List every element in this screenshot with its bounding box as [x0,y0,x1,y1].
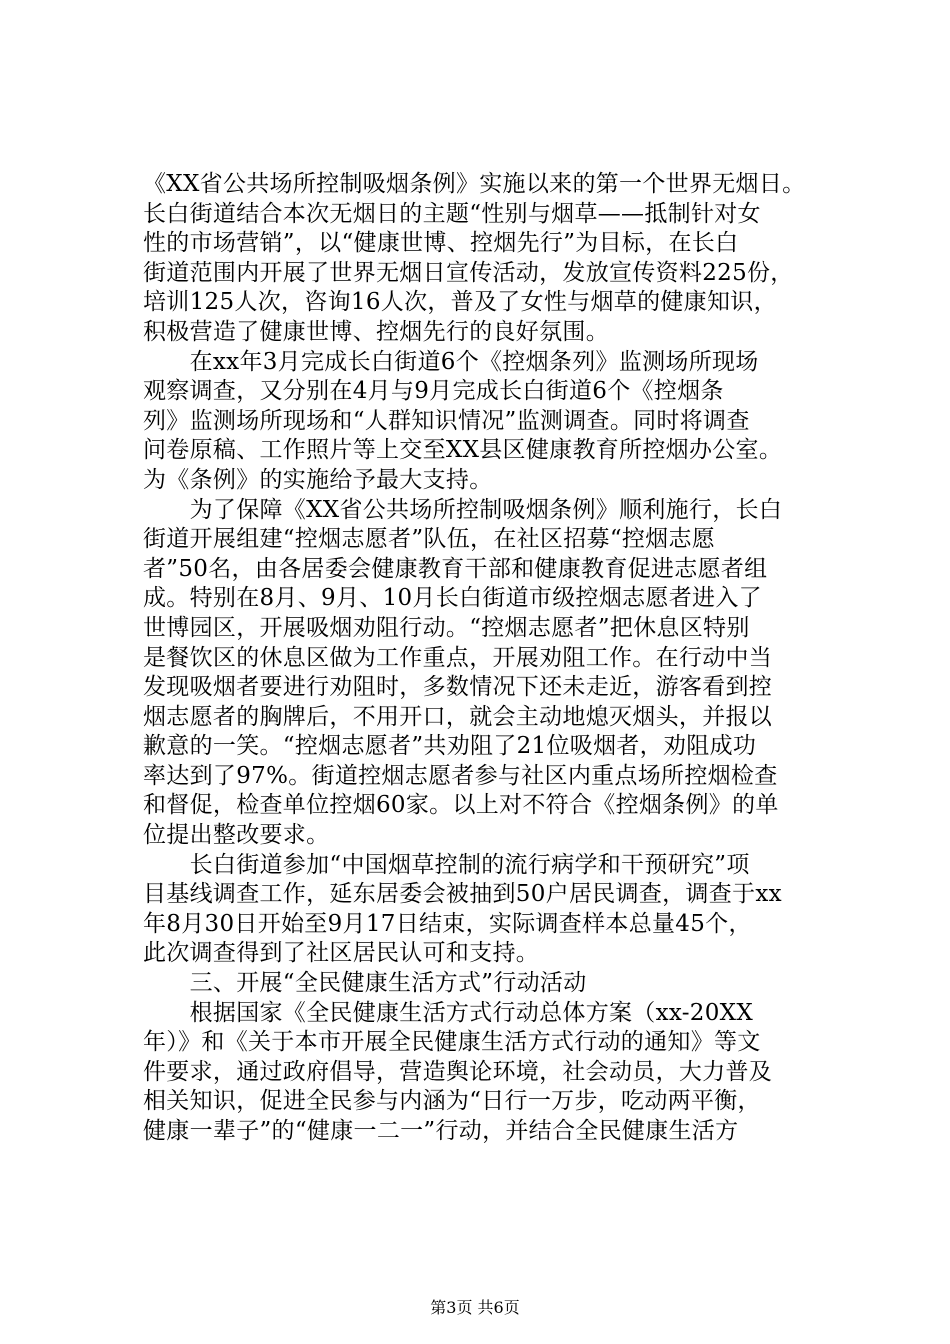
body-text [143,170,833,1147]
text-line: 长白街道参加“中国烟草控制的流行病学和干预研究”项 [143,851,750,878]
text-line: 观察调查，又分别在4月与9月完成长白街道6个《控烟条 [143,378,724,405]
text-line: 世博园区，开展吸烟劝阻行动。“控烟志愿者”把休息区特别 [143,614,750,641]
page-footer: 第3页 共6页 [430,1298,520,1317]
text-line: 长白街道结合本次无烟日的主题“性别与烟草——抵制针对女 [143,200,761,227]
text-line: 培训125人次，咨询16人次，普及了女性与烟草的健康知识， [143,289,777,316]
text-line: 件要求，通过政府倡导，营造舆论环境，社会动员，大力普及 [143,1058,773,1085]
text-line: 目基线调查工作，延东居委会被抽到50户居民调查，调查于xx [143,881,782,908]
text-line: 在xx年3月完成长白街道6个《控烟条列》监测场所现场 [143,348,759,375]
text-line: 列》监测场所现场和“人群知识情况”监测调查。同时将调查 [143,407,750,434]
text-line: 《XX省公共场所控制吸烟条例》实施以来的第一个世界无烟日。 [143,171,806,197]
text-line: 歉意的一笑。“控烟志愿者”共劝阻了21位吸烟者，劝阻成功 [143,733,757,760]
text-line: 率达到了97%。街道控烟志愿者参与社区内重点场所控烟检查 [143,762,778,789]
text-line: 此次调查得到了社区居民认可和支持。 [143,940,540,967]
text-line: 积极营造了健康世博、控烟先行的良好氛围。 [143,318,609,345]
text-line: 者”50名，由各居委会健康教育干部和健康教育促进志愿者组 [143,555,768,582]
text-line: 为《条例》的实施给予最大支持。 [143,466,493,493]
text-line: 年8月30日开始至9月17日结束，实际调查样本总量45个， [143,910,752,937]
text-line: 烟志愿者的胸牌后，不用开口，就会主动地熄灭烟头，并报以 [143,703,773,730]
text-line: 健康一辈子”的“健康一二一”行动，并结合全民健康生活方 [143,1118,739,1144]
text-line: 街道范围内开展了世界无烟日宣传活动，发放宣传资料225份， [143,259,794,286]
text-line: 和督促，检查单位控烟60家。以上对不符合《控烟条例》的单 [143,792,779,819]
text-line: 根据国家《全民健康生活方式行动总体方案（xx-20XX [143,999,754,1026]
text-line: 问卷原稿、工作照片等上交至XX县区健康教育所控烟办公室。 [143,437,783,464]
text-line: 性的市场营销”，以“健康世博、控烟先行”为目标，在长白 [143,230,739,257]
text-line: 为了保障《XX省公共场所控制吸烟条例》顺利施行，长白 [143,496,783,523]
text-line: 成。特别在8月、9月、10月长白街道市级控烟志愿者进入了 [143,585,762,612]
text-line: 是餐饮区的休息区做为工作重点，开展劝阻工作。在行动中当 [143,644,773,671]
text-line: 街道开展组建“控烟志愿者”队伍，在社区招募“控烟志愿 [143,526,716,553]
text-line: 年）》和《关于本市开展全民健康生活方式行动的通知》等文 [143,1029,761,1056]
text-line: 位提出整改要求。 [143,822,330,849]
text-line: 相关知识，促进全民参与内涵为“日行一万步，吃动两平衡， [143,1088,761,1115]
text-line: 三、开展“全民健康生活方式”行动活动 [143,970,587,997]
text-line: 发现吸烟者要进行劝阻时，多数情况下还未走近，游客看到控 [143,674,773,701]
